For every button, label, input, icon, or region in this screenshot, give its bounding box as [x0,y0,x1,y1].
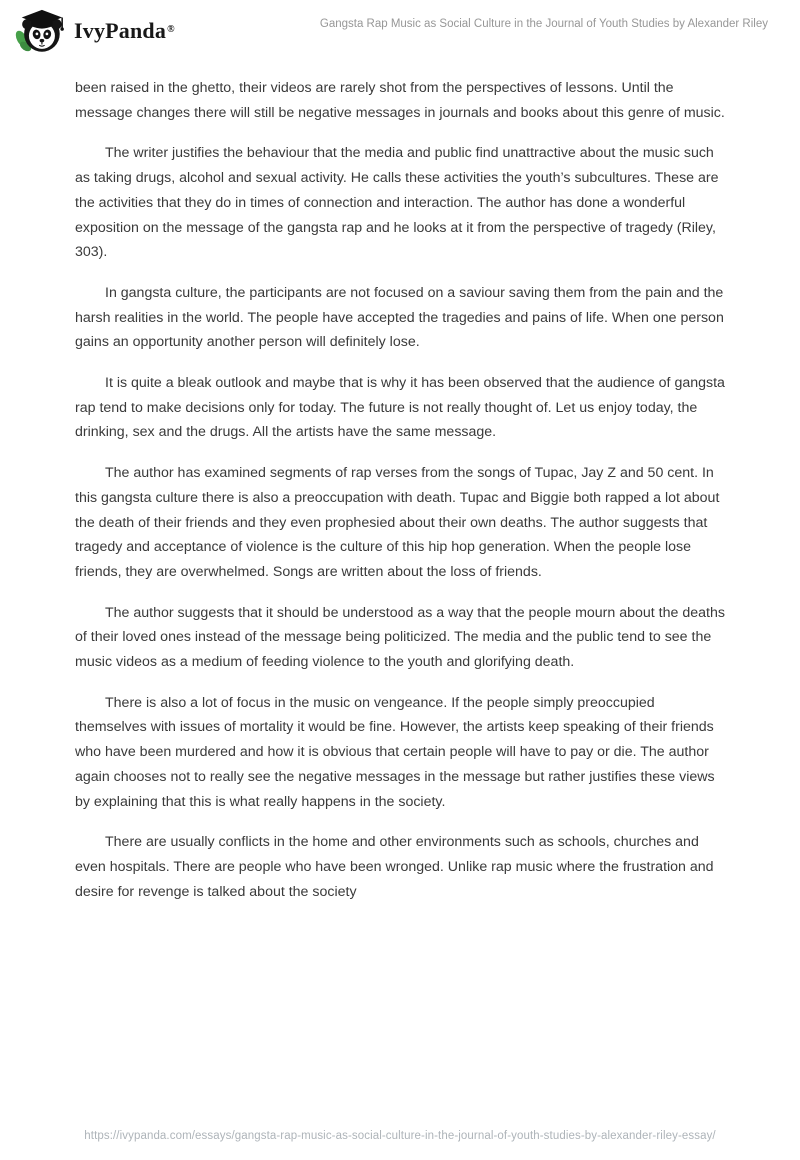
paragraph: The author suggests that it should be understood as a way that the people mourn about the deaths of their loved ones instead of the message being politicized. The media and the public tend to see the music videos as a medium of feeding violence to the youth and glorifying death. [75,604,725,671]
ivypanda-panda-icon [14,8,66,54]
page-footer [0,1126,800,1144]
brand-name: IvyPanda [74,18,167,43]
paragraph: been raised in the ghetto, their videos are rarely shot from the perspectives of lessons. Until the message changes there will still be negative messages in journals and books about this genre of music. [75,80,725,121]
paragraph: It is quite a bleak outlook and maybe that is why it has been observed that the audience of gangsta rap tend to make decisions only for today. The future is not really thought of. Let us enjoy today, the drinking, sex and the drugs. All the artists have the same message. [75,375,725,441]
document-title: Gangsta Rap Music as Social Culture in the Journal of Youth Studies by Alexander Riley [319,18,768,30]
source-url[interactable]: https://ivypanda.com/essays/gangsta-rap-music-as-social-culture-in-the-journal-of-youth-studies-by-alexander-riley-essay/ [84,1130,716,1142]
paragraph: There is also a lot of focus in the music on vengeance. If the people simply preoccupied themselves with issues of mortality it would be fine. However, the artists keep speaking of their friends who have been murdered and how it is obvious that certain people will have to pay or die. The author again chooses not to really see the negative messages in the message but rather justifies these views by explaining that this is what really happens in the society. [75,694,715,810]
brand-logo [14,8,175,54]
paragraph: In gangsta culture, the participants are not focused on a saviour saving them from the pain and the harsh realities in the world. The people have accepted the tragedies and pains of life. When one person gains an opportunity another person will definitely lose. [75,284,724,351]
paragraph: There are usually conflicts in the home and other environments such as schools, churches and even hospitals. There are people who have been wronged. Unlike rap music where the frustration and desire for revenge is talked about the society [75,834,714,900]
page-header [0,0,800,62]
paragraph: The writer justifies the behaviour that the media and public find unattractive about the music such as taking drugs, alcohol and sexual activity. He calls these activities the youth’s subcultures. These are the activities that they do in times of connection and interaction. The author has done a wonderful exposition on the message of the gangsta rap and he looks at it from the perspective of tragedy (Riley, 303). [75,145,719,261]
essay-body [0,62,800,904]
paragraph: The author has examined segments of rap verses from the songs of Tupac, Jay Z and 50 cent. In this gangsta culture there is also a preoccupation with death. Tupac and Biggie both rapped a lot about the death of their friends and they even prophesied about their own deaths. The author suggests that tragedy and acceptance of violence is the culture of this hip hop generation. When the people lose friends, they are overwhelmed. Songs are written about the loss of friends. [75,465,720,580]
registered-mark: ® [167,23,175,35]
